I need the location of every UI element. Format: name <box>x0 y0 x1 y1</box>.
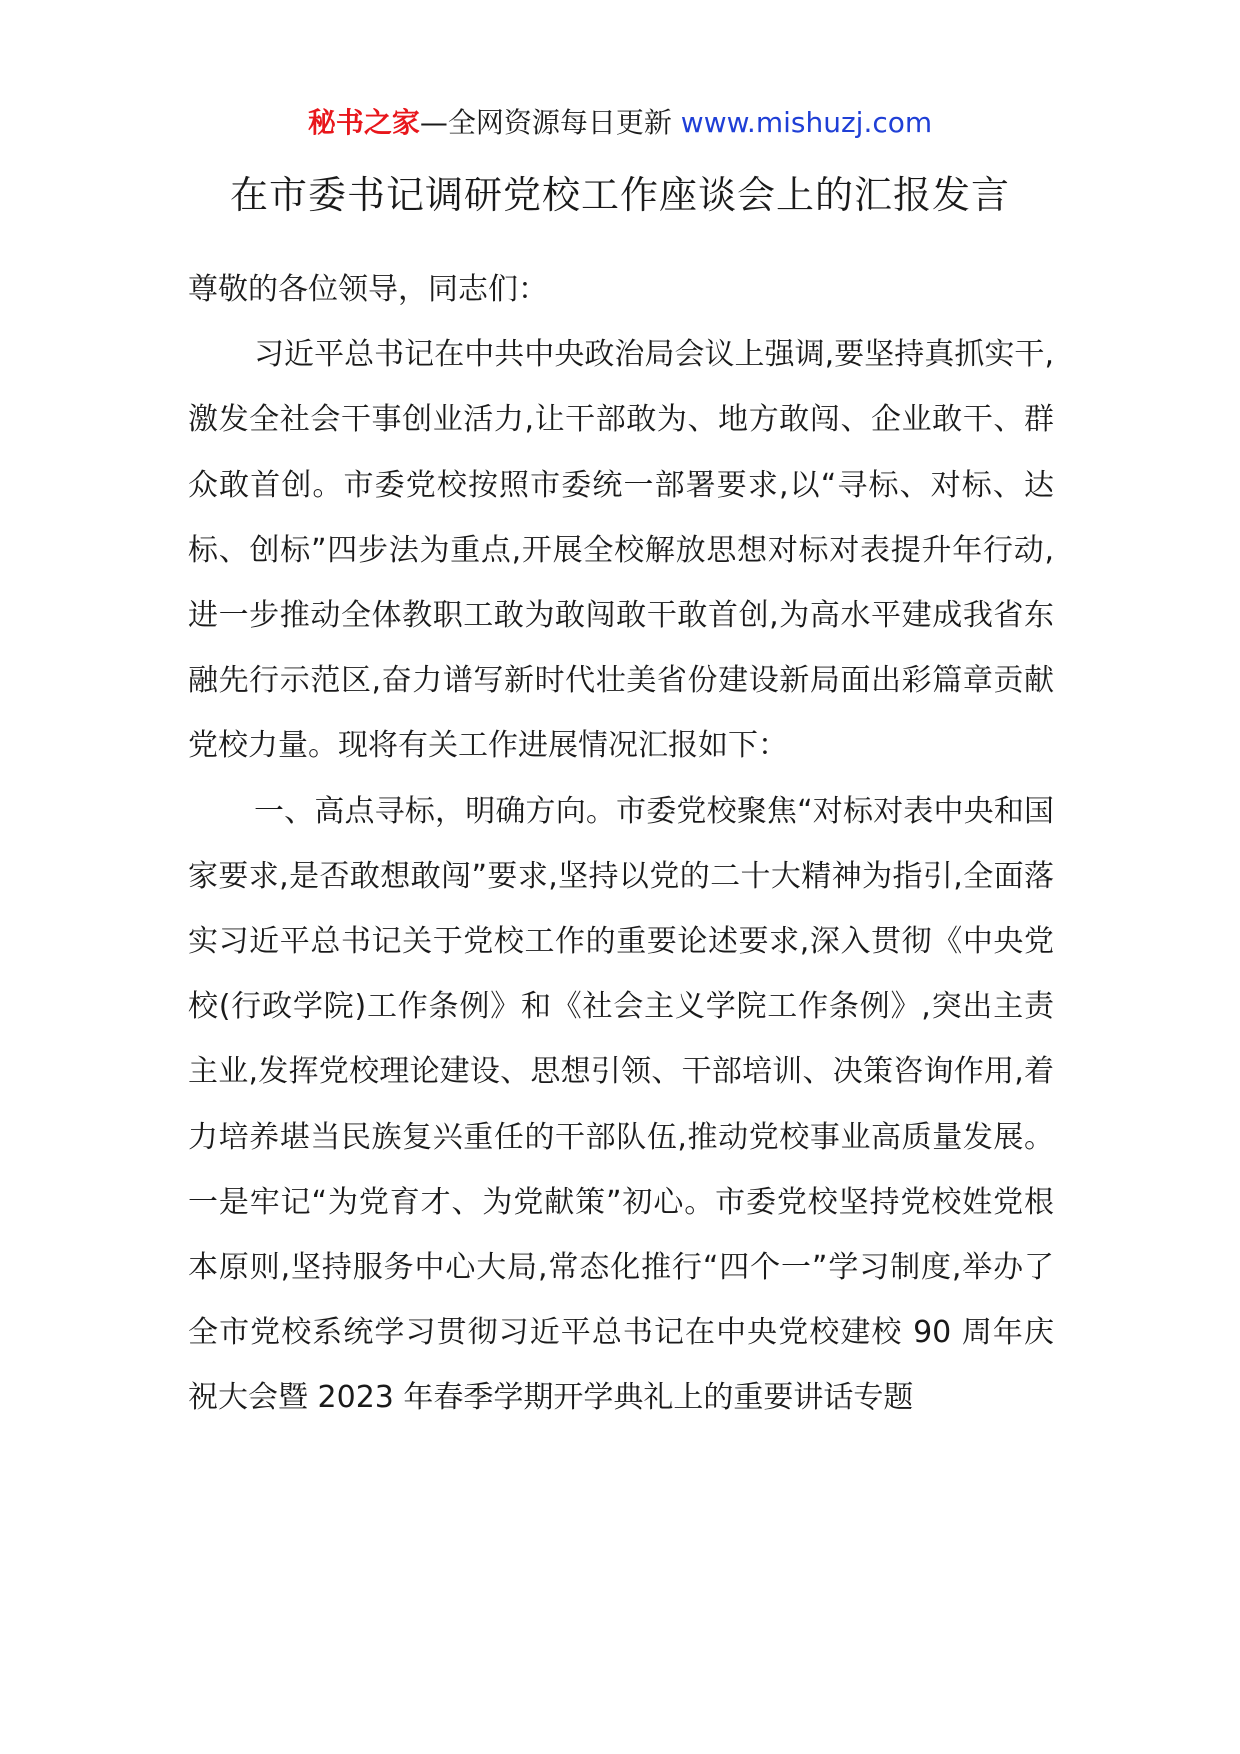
document-body <box>188 257 1054 1431</box>
body-paragraph: 一、高点寻标，明确方向。市委党校聚焦“对标对表中央和国家要求,是否敢想敢闯”要求,坚持以党的二十大精神为指引,全面落实习近平总书记关于党校工作的重要论述要求,深入贯彻《中央党校(行政学院)工作条例》和《社会主义学院工作条例》,突出主责主业,发挥党校理论建设、思想引领、干部培训、决策咨询作用,着力培养堪当民族复兴重任的干部队伍,推动党校事业高质量发展。一是牢记“为党育才、为党献策”初心。市委党校坚持党校姓党根本原则,坚持服务中心大局,常态化推行“四个一”学习制度,举办了全市党校系统学习贯彻习近平总书记在中央党校建校 90 周年庆祝大会暨 2023 年春季学期开学典礼上的重要讲话专题 <box>188 793 1054 1416</box>
header-tagline: —全网资源每日更新 <box>419 106 672 139</box>
body-paragraph: 习近平总书记在中共中央政治局会议上强调,要坚持真抓实干,激发全社会干事创业活力,让干部敢为、地方敢闯、企业敢干、群众敢首创。市委党校按照市委统一部署要求,以“寻标、对标、达标、创标”四步法为重点,开展全校解放思想对标对表提升年行动,进一步推动全体教职工敢为敢闯敢干敢首创,为高水平建成我省东融先行示范区,奋力谱写新时代壮美省份建设新局面出彩篇章贡献党校力量。现将有关工作进展情况汇报如下： <box>188 337 1054 764</box>
site-url[interactable]: www.mishuzj.com <box>680 106 933 139</box>
salutation: 尊敬的各位领导，同志们： <box>188 272 548 307</box>
site-header <box>0 103 1240 143</box>
brand-name: 秘书之家 <box>307 106 420 139</box>
document-title: 在市委书记调研党校工作座谈会上的汇报发言 <box>229 173 1010 217</box>
